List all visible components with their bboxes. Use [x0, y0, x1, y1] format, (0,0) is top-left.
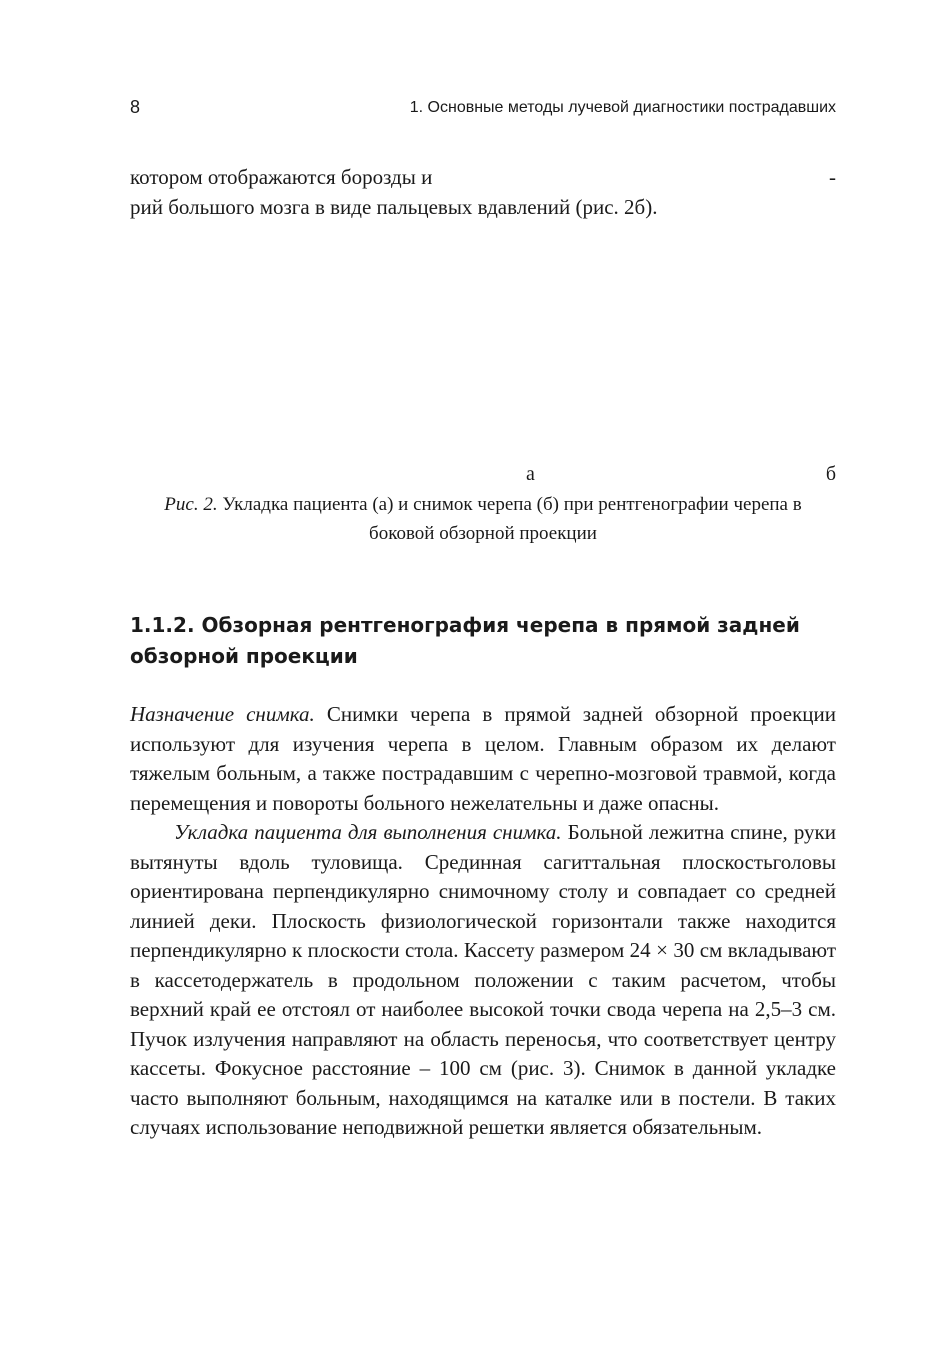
text-line-content: котором отображаются борозды и — [130, 165, 433, 189]
figure-caption — [130, 490, 836, 548]
paragraph-lead: Назначение снимка. — [130, 702, 315, 726]
paragraph-lead: Укладка пациента для выполнения снимка. — [174, 820, 562, 844]
paragraph — [130, 700, 836, 818]
caption-label: Рис. 2. — [164, 494, 218, 515]
figure-label-a: а — [526, 463, 535, 485]
paragraph-text: Больной лежитна спине, руки вытянуты вдоль туловища. Срединная сагиттальная плоскостьголовы ориентирована перпендикулярно снимочному столу и совпадает со средней линией деки. Плоскость физиологической горизонтали также находится перпендикулярно к плоскости стола. Кассету размером 24 × 30 см вкладывают в кассетодержатель в продольном положении с таким расчетом, чтобы верхний край ее отстоял от наиболее высокой точки свода черепа на 2,5–3 см. Пучок излучения направляют на область переносья, что соответствует центру кассеты. Фокусное расстояние – 100 см (рис. 3). Снимок в данной укладке часто выполняют больным, находящимся на каталке или в постели. В таких случаях использование неподвижной решетки является обязательным. — [130, 820, 836, 1139]
text-line — [130, 162, 836, 192]
caption-text: Укладка пациента (а) и снимок черепа (б) при рентгенографии черепа в боковой обзорной проекции — [222, 494, 802, 544]
continued-text — [130, 162, 836, 222]
text-line: рий большого мозга в виде пальцевых вдавлений (рис. 2б). — [130, 195, 658, 219]
figure-panel-labels — [130, 463, 836, 489]
page-number: 8 — [130, 97, 141, 117]
section-heading: 1.1.2. Обзорная рентгенография черепа в прямой задней обзорной проекции — [130, 613, 800, 668]
running-header — [130, 97, 836, 119]
figure-label-b: б — [825, 463, 836, 485]
running-title: 1. Основные методы лучевой диагностики пострадавших — [409, 99, 836, 116]
paragraph — [130, 818, 836, 1143]
paragraph-text: Снимки черепа в прямой задней обзорной проекции используют для изучения черепа в целом. Главным образом их делают тяжелым больным, а также пострадавшим с черепно-мозговой травмой, когда перемещения и повороты больного нежелательны и даже опасны. — [130, 702, 836, 815]
body-text — [130, 700, 836, 1143]
hyphen-mark: - — [829, 165, 836, 189]
